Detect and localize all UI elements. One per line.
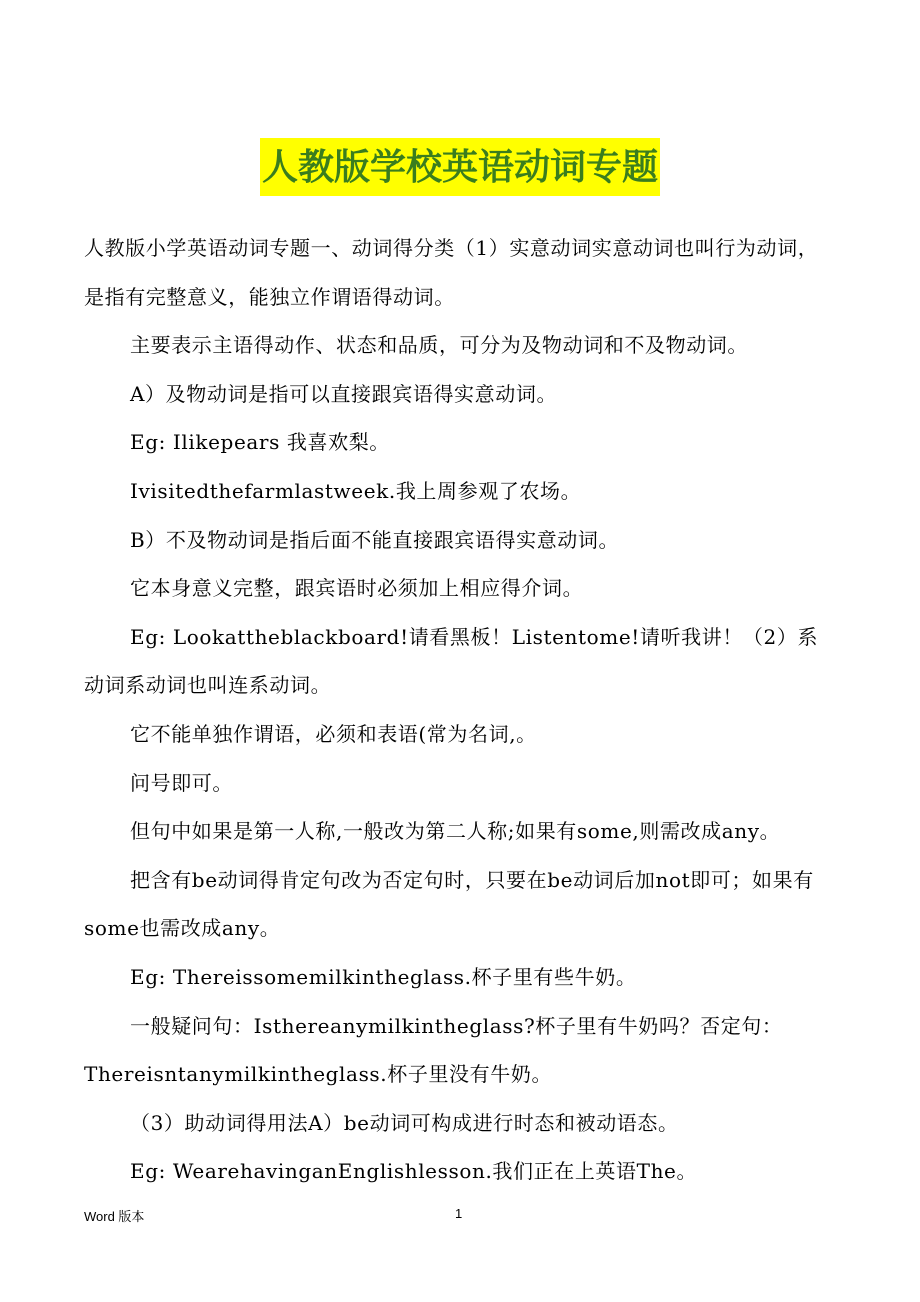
body-paragraph: B）不及物动词是指后面不能直接跟宾语得实意动词。 <box>130 527 620 552</box>
body-paragraph: 把含有be动词得肯定句改为否定句时，只要在be动词后加not即可；如果有some也需改成any。 <box>84 867 814 941</box>
title-container <box>0 138 920 196</box>
footer-page-number: 1 <box>455 1206 463 1221</box>
body-paragraph: Eg: Ilikepears 我喜欢梨。 <box>130 430 390 455</box>
body-paragraph: 它本身意义完整，跟宾语时必须加上相应得介词。 <box>130 576 584 601</box>
page-footer <box>0 1206 920 1230</box>
body-paragraph: 但句中如果是第一人称,一般改为第二人称;如果有some,则需改成any。 <box>130 819 781 844</box>
body-paragraph: A）及物动词是指可以直接跟宾语得实意动词。 <box>130 381 558 406</box>
body-paragraph: Eg: Lookattheblackboard!请看黑板！Listentome!请听我讲！（2）系动词系动词也叫连系动词。 <box>84 624 819 698</box>
body-paragraph: （3）助动词得用法A）be动词可构成进行时态和被动语态。 <box>130 1110 679 1135</box>
body-paragraph: 主要表示主语得动作、状态和品质，可分为及物动词和不及物动词。 <box>130 333 748 358</box>
body-paragraph: 一般疑问句：Isthereanymilkintheglass?杯子里有牛奶吗？否定句：Thereisntanymilkintheglass.杯子里没有牛奶。 <box>84 1013 783 1087</box>
footer-version-label: Word 版本 <box>84 1209 145 1224</box>
body-paragraph: 问号即可。 <box>130 770 233 795</box>
body-paragraph: Eg: Thereissomemilkintheglass.杯子里有些牛奶。 <box>130 964 637 989</box>
body-paragraph: Ivisitedthefarmlastweek.我上周参观了农场。 <box>130 478 582 503</box>
document-title: 人教版学校英语动词专题 <box>260 138 660 196</box>
body-paragraph: Eg: WearehavinganEnglishlesson.我们正在上英语The。 <box>130 1159 698 1184</box>
body-paragraph: 人教版小学英语动词专题一、动词得分类（1）实意动词实意动词也叫行为动词，是指有完整意义，能独立作谓语得动词。 <box>84 236 819 309</box>
document-body <box>84 224 836 1196</box>
body-paragraph: 它不能单独作谓语，必须和表语(常为名词,。 <box>130 721 537 746</box>
